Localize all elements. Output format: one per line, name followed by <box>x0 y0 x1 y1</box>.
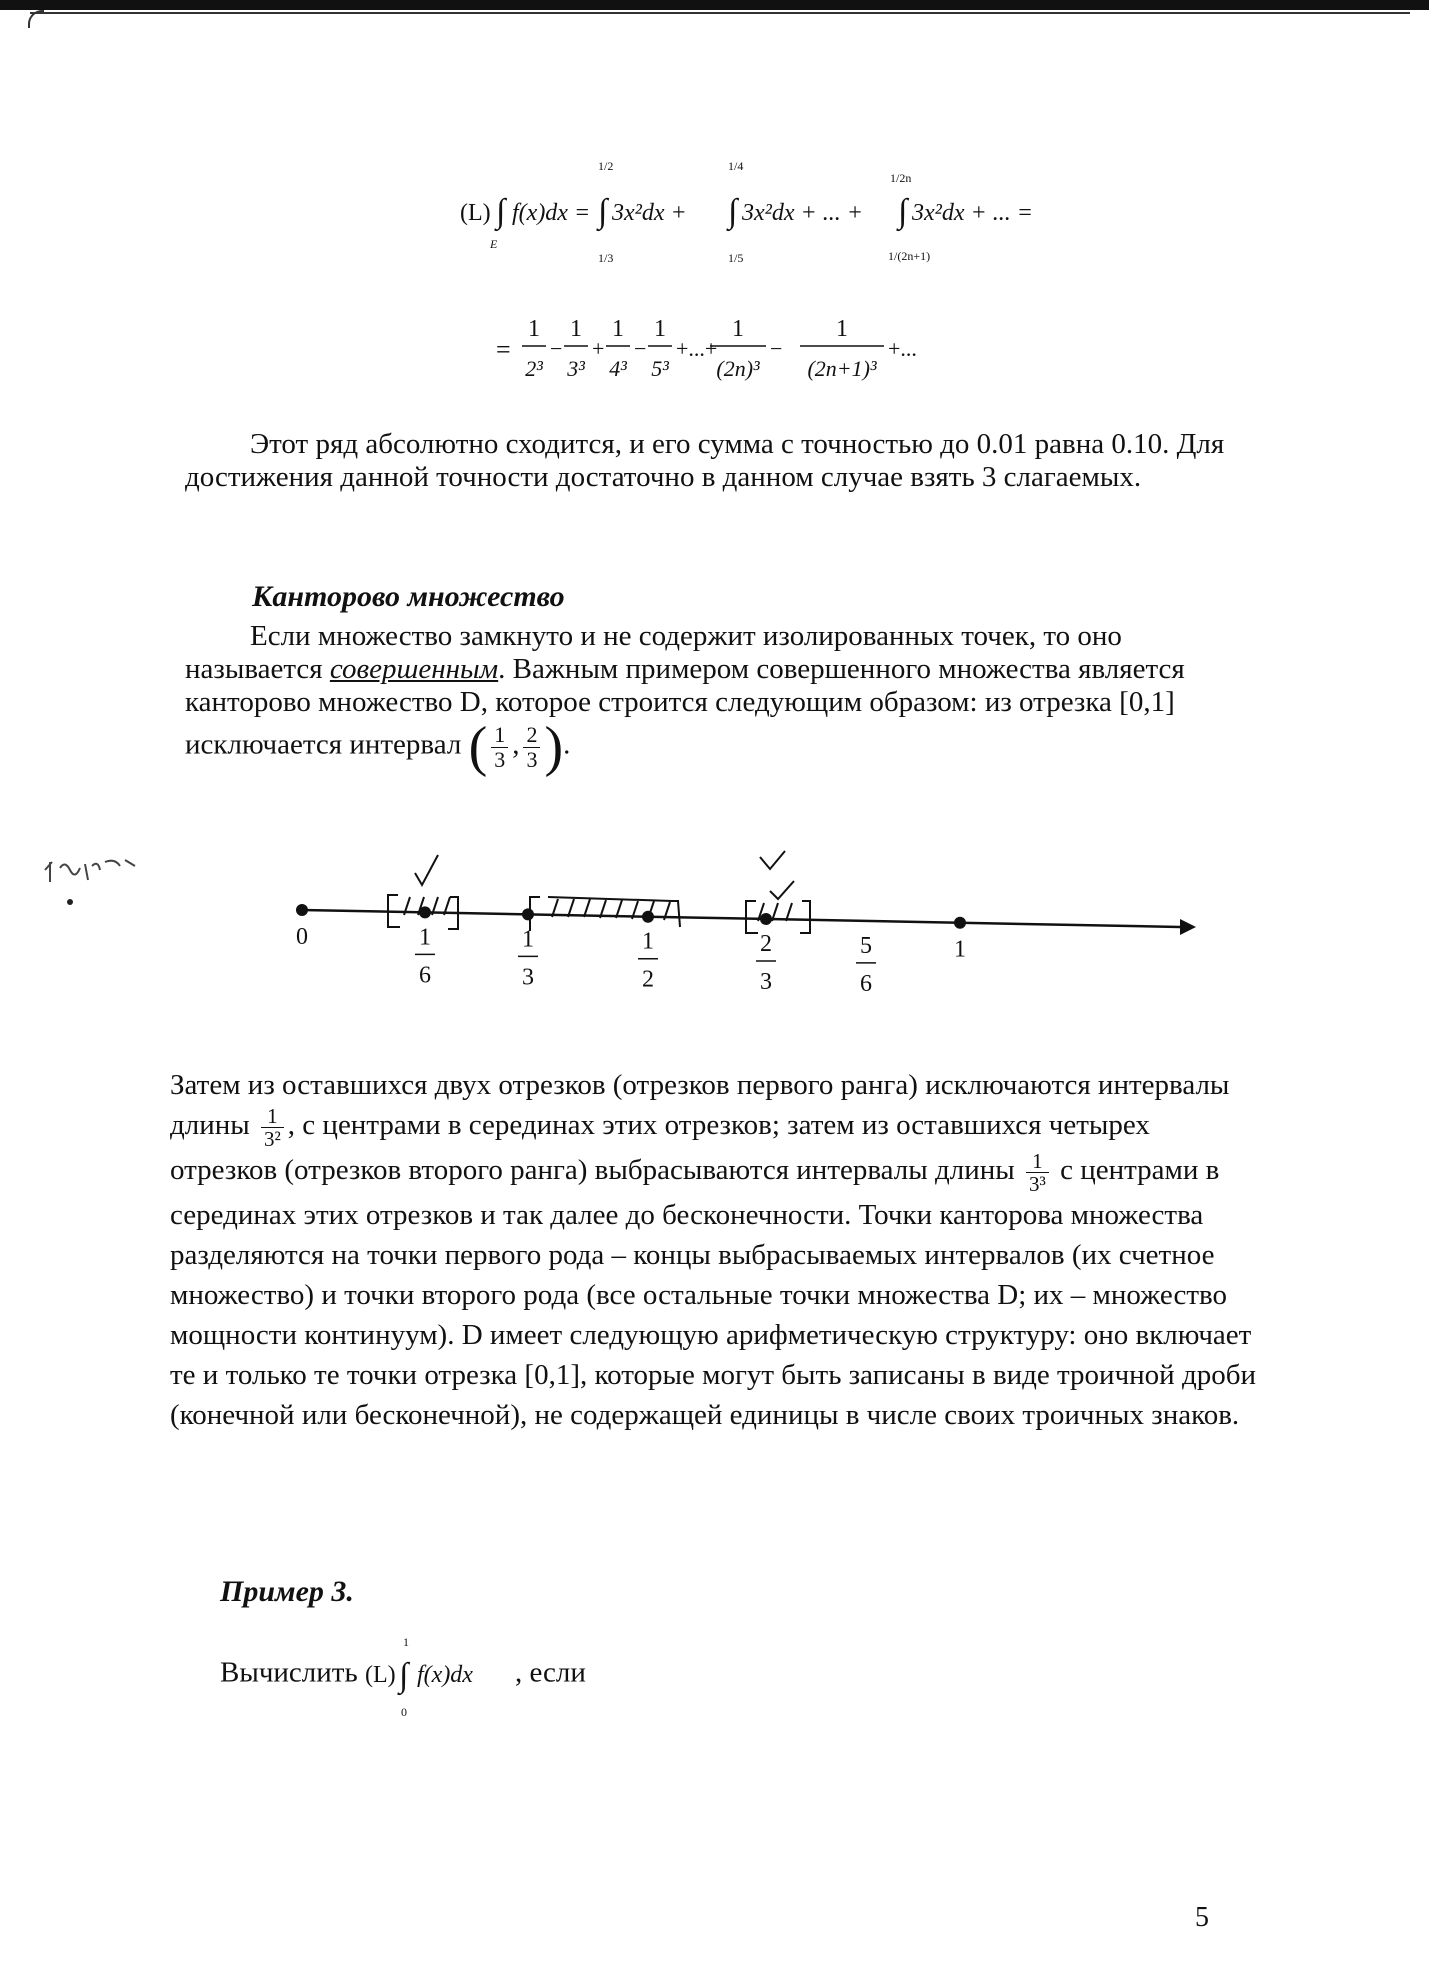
paragraph-series-sum <box>185 428 1245 494</box>
fraction-term <box>522 316 562 381</box>
fraction-term <box>648 316 717 381</box>
interval-start-fraction: $\frac{1}{3}$ <box>491 723 508 772</box>
fraction-operator: +... <box>888 336 917 361</box>
term-3-lower: 1/(2n+1) <box>888 249 931 263</box>
fraction-operator: − <box>634 336 647 361</box>
fraction-numerator: 1 <box>570 316 582 342</box>
line2-fractions <box>522 316 917 381</box>
length-fraction-2: $\frac{1}{\text{3³}}$ <box>1026 1150 1049 1195</box>
term-1-body: 3x²dx + <box>612 200 687 226</box>
p3-c: с центрами в серединах этих отрезков и так далее до бесконечности. Точки канторова множества разделяются на точки первого рода – концы выбрасываемых интервалов (их счетное множество) и точки второго рода (все остальные точки множества D; их – множество мощности континуум). D имеет следующую арифметическую структуру: оно включает те и только те точки отрезка [0,1], которые могут быть записаны в виде троичной дроби (конечной или бесконечной), не содержащей единицы в числе своих троичных знаков. <box>170 1154 1256 1431</box>
fraction-numerator: 1 <box>732 316 744 342</box>
fraction-denominator: 3³ <box>567 356 585 381</box>
axis-label-denominator: 2 <box>642 966 654 993</box>
term-2-upper: 1/4 <box>728 159 744 173</box>
paragraph-series-sum-text: Этот ряд абсолютно сходится, и его сумма с точностью до 0.01 равна 0.10. Для достижения данной точности достаточно в данном случае взять 3 слагаемых. <box>185 428 1225 493</box>
axis-label-numerator: 1 <box>419 924 431 951</box>
series-formula <box>460 159 1060 400</box>
fraction-term <box>564 316 604 381</box>
axis-point <box>756 913 776 995</box>
fraction-denominator: 2³ <box>525 356 543 381</box>
fraction-denominator: (2n+1)³ <box>807 356 877 381</box>
axis-dot <box>296 904 308 916</box>
fraction-numerator: 1 <box>612 316 624 342</box>
term-3 <box>888 171 1033 263</box>
line2-prefix: = <box>496 335 511 364</box>
fraction-term <box>800 316 917 381</box>
integral-sign-icon: ∫ <box>496 193 506 230</box>
axis-dot <box>642 911 654 923</box>
integral-subscript: E <box>490 237 498 251</box>
scan-top-rule <box>30 12 1410 14</box>
term-2-body: 3x²dx + ... + <box>742 200 863 226</box>
p2-end: . <box>563 728 571 761</box>
term-3-upper: 1/2n <box>890 171 912 185</box>
left-paren: ( <box>468 716 488 778</box>
length-fraction-1: $\frac{1}{\text{3²}}$ <box>261 1105 284 1150</box>
interval-bracket-right <box>746 881 810 933</box>
axis-dot <box>760 913 772 925</box>
example-statement <box>220 1630 1120 1720</box>
axis-dot <box>419 906 431 918</box>
example-lhs-prefix: (L) <box>364 1662 396 1688</box>
axis-label-numerator: 5 <box>860 932 872 959</box>
axis-points <box>296 904 966 997</box>
axis-point <box>954 917 966 963</box>
axis-dot <box>522 908 534 920</box>
fraction-term <box>710 316 782 381</box>
paragraph-perfect-set: Если множество замкнуто и не содержит изолированных точек, то оно называется совершенным. Важным примером совершенного множества является канторово множество D, которое строится следующим образом: из отрезка [0,1] исключается интервал ( $\frac{1}{3}$ , $\frac{2}{3}$ ). <box>185 620 1185 778</box>
example-verb: Вычислить <box>220 1656 358 1689</box>
section-heading: Канторово множество <box>252 580 565 613</box>
fraction-numerator: 1 <box>654 316 666 342</box>
integral-sign-icon: ∫ <box>598 193 608 230</box>
paragraph-cantor-construction <box>170 1065 1260 1435</box>
term-1-lower: 1/3 <box>598 251 614 265</box>
axis-point <box>518 908 538 990</box>
integral-sign-icon: ∫ <box>728 193 738 230</box>
p3-b: , с центрами в серединах этих отрезков; затем из оставшихся четырех отрезков (отрезков второго ранга) выбрасываются интервалы длины <box>170 1109 1150 1187</box>
example-integral <box>365 1630 515 1720</box>
axis-label: 1 <box>954 936 966 963</box>
fraction-operator: + <box>592 336 605 361</box>
fraction-term <box>606 316 646 381</box>
lhs-prefix: (L) <box>460 200 491 226</box>
example-body: f(x)dx <box>416 1662 473 1688</box>
fraction-denominator: 5³ <box>651 356 669 381</box>
fraction-operator: − <box>550 336 563 361</box>
page-number: 5 <box>1195 1902 1209 1933</box>
fraction-denominator: 4³ <box>609 356 627 381</box>
axis-label-numerator: 1 <box>522 926 534 953</box>
cantor-number-line <box>280 835 1200 1015</box>
axis-point <box>856 933 876 997</box>
term-3-body: 3x²dx + ... = <box>912 200 1033 226</box>
interval-end-fraction: $\frac{2}{3}$ <box>523 723 540 772</box>
axis-label-denominator: 6 <box>860 970 872 997</box>
fraction-operator: − <box>770 336 783 361</box>
term-1-upper: 1/2 <box>598 159 614 173</box>
axis-label-denominator: 6 <box>419 962 431 989</box>
axis-label-numerator: 1 <box>642 928 654 955</box>
axis-arrow-icon <box>1180 919 1196 935</box>
axis-point <box>638 911 658 993</box>
example-upper-limit: 1 <box>402 1635 409 1649</box>
p2-term: совершенным <box>329 653 499 685</box>
axis-dot <box>954 917 966 929</box>
term-2-lower: 1/5 <box>728 251 744 265</box>
margin-handwriting <box>40 840 150 910</box>
p2-part2: . Важным примером совершенного множества является канторово множество D, которое строится следующим образом: из отрезка [0,1] исключается интервал <box>185 653 1185 761</box>
check-mark-icon <box>760 851 785 869</box>
p2-part1: Если множество замкнуто и не содержит изолированных точек, то оно называется <box>185 620 1122 685</box>
fraction-denominator: (2n)³ <box>716 356 760 381</box>
fraction-operator: +...+ <box>676 336 718 361</box>
fraction-numerator: 1 <box>528 316 540 342</box>
p3-a: Затем из оставшихся двух отрезков (отрезков первого ранга) исключаются интервалы длины <box>170 1069 1230 1142</box>
fraction-numerator: 1 <box>836 316 848 342</box>
example-heading: Пример 3. <box>220 1575 354 1608</box>
term-1 <box>596 159 687 265</box>
integral-sign-icon: ∫ <box>398 1657 409 1694</box>
axis-point <box>296 904 308 950</box>
axis-label: 0 <box>296 924 308 950</box>
lhs-body: f(x)dx = <box>512 200 591 226</box>
axis-point <box>415 906 435 988</box>
term-2 <box>726 159 863 265</box>
right-paren: ) <box>544 716 564 778</box>
example-tail: , если <box>514 1656 586 1689</box>
axis-label-numerator: 2 <box>760 930 772 957</box>
scan-top-edge <box>0 0 1429 10</box>
example-lower-limit: 0 <box>400 1705 407 1719</box>
axis-label-denominator: 3 <box>760 968 772 995</box>
axis-label-denominator: 3 <box>522 964 534 991</box>
interval-bracket-middle <box>530 897 680 931</box>
integral-sign-icon: ∫ <box>898 193 908 230</box>
